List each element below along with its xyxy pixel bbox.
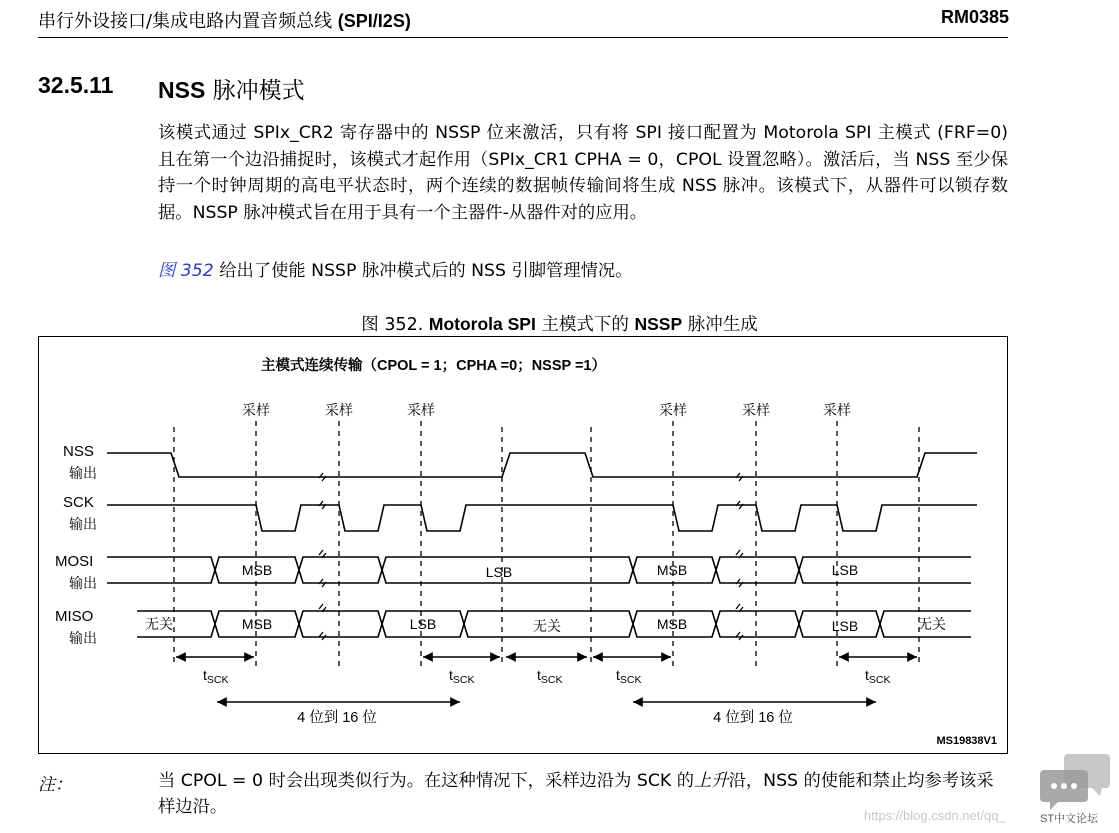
tsck-labels [203,667,890,686]
signal-label-sck: SCK [63,494,94,511]
sample-label: 采样 [823,402,851,418]
section-number: 32.5.11 [38,72,114,98]
timing-diagram [38,336,1008,754]
mosi-lsb-label: LSB [831,562,859,578]
header-chapter-title: 串行外设接口/集成电路内置音频总线 (SPI/I2S) [38,11,411,32]
mosi-msb-label: MSB [656,562,688,578]
diagram-subtitle: 主模式连续传输（CPOL = 1；CPHA =0；NSSP =1） [261,358,606,374]
sample-label: 采样 [659,402,687,418]
frame-length-label: 4 位到 16 位 [713,710,793,726]
miso-dont-care-label: 无关 [918,616,946,632]
sck-waveform [107,505,977,531]
note-text: 当 CPOL = 0 时会出现类似行为。在这种情况下，采样边沿为 SCK 的上升沿，NSS 的使能和禁止均参考该采样边沿。 [158,771,994,817]
svg-text:tSCK: $t_{SCK}$ [203,667,229,686]
miso-dont-care-label: 无关 [533,618,561,634]
sample-label: 采样 [325,402,353,418]
signal-label-output: 输出 [69,575,97,591]
mosi-msb-label: MSB [241,562,273,578]
signal-label-output: 输出 [69,516,97,532]
sample-label: 采样 [742,402,770,418]
miso-msb-label: MSB [656,616,688,632]
miso-msb-label: MSB [241,616,273,632]
svg-text:tSCK: $t_{SCK}$ [449,667,475,686]
sample-label: 采样 [407,402,435,418]
mosi-lsb-label: LSB [485,564,513,580]
header-rule [38,37,1008,38]
section-title: NSS 脉冲模式 [158,77,305,104]
frame-length-label: 4 位到 16 位 [297,710,377,726]
sample-label: 采样 [242,402,270,418]
signal-label-miso: MISO [55,608,94,625]
miso-lsb-label: LSB [409,616,437,632]
figure-id: MS19838V1 [936,735,997,747]
watermark-url: https://blog.csdn.net/qq_ [864,808,1006,823]
signal-label-mosi: MOSI [55,553,94,570]
svg-text:tSCK: $t_{SCK}$ [537,667,563,686]
figure-reference-paragraph: 图 352 给出了使能 NSSP 脉冲模式后的 NSS 引脚管理情况。 [158,261,633,281]
signal-label-nss: NSS [63,443,94,460]
watermark-forum-name: ST中文论坛 [1040,813,1099,825]
figure-link[interactable]: 图 352 [158,261,214,281]
signal-label-output: 输出 [69,630,97,646]
figure-caption: 图 352. Motorola SPI 主模式下的 NSSP 脉冲生成 [361,314,758,335]
svg-text:tSCK: $t_{SCK}$ [865,667,891,686]
nss-waveform [107,453,977,477]
note-label: 注： [38,775,72,795]
miso-dont-care-label: 无关 [145,616,173,632]
miso-lsb-label: LSB [831,618,859,634]
body-paragraph: 该模式通过 SPIx_CR2 寄存器中的 NSSP 位来激活，只有将 SPI 接口配置为 Motorola SPI 主模式 (FRF=0) 且在第一个边沿捕捉时，该模式才起作用（SPIx_CR1 CPHA = 0，CPOL 设置忽略）。激活后，当 NSS 至少保持一个时钟周期的高电平状态时，两个连续的数据帧传输间将生成 NSS 脉冲。该模式下，从器件可以锁存数据。NSSP 脉冲模式旨在用于具有一个主器件-从器件对的应用。 [158,123,1008,223]
header-doc-id: RM0385 [940,7,1009,27]
signal-label-output: 输出 [69,465,97,481]
svg-text:tSCK: $t_{SCK}$ [616,667,642,686]
